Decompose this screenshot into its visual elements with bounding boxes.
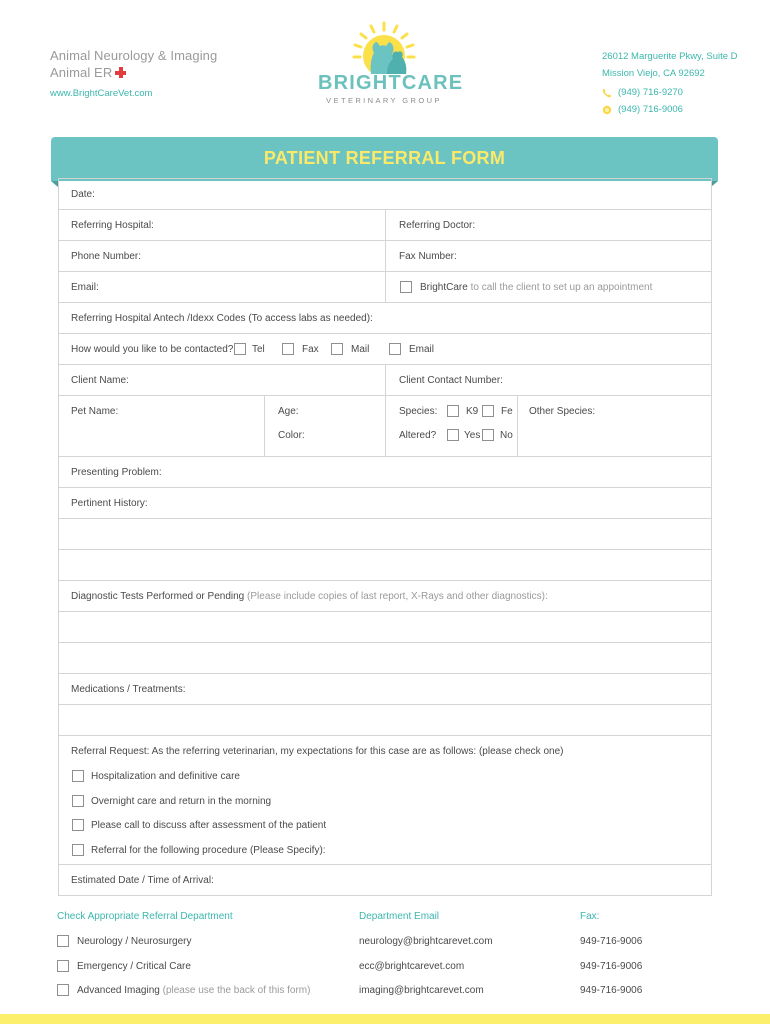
- medications-row: [59, 673, 711, 704]
- referral-option-1-label: Hospitalization and definitive care: [91, 771, 240, 782]
- color-label: Color:: [278, 430, 305, 441]
- fax-number-cell: [385, 241, 711, 271]
- species-fe-label: Fe: [501, 406, 513, 417]
- client-contact-cell: [385, 365, 711, 395]
- dept-imaging-checkbox[interactable]: [57, 984, 69, 996]
- clinic-line-er-text: Animal ER: [50, 65, 113, 80]
- other-species-label: Other Species:: [529, 406, 596, 417]
- diagnostic-label-note: (Please include copies of last report, X-Rays and other diagnostics):: [247, 591, 548, 602]
- arrival-label: Estimated Date / Time of Arrival:: [71, 875, 214, 886]
- referring-row: [59, 209, 711, 240]
- dept-emergency-fax: 949-716-9006: [580, 961, 643, 972]
- arrival-row: [59, 864, 711, 895]
- altered-no-label: No: [500, 430, 513, 441]
- department-header: Check Appropriate Referral Department: [57, 911, 233, 922]
- brightcare-call-checkbox[interactable]: [400, 281, 412, 293]
- website-link[interactable]: www.BrightCareVet.com: [50, 88, 153, 99]
- clinic-line-er: [50, 64, 217, 81]
- altered-yes-checkbox[interactable]: [447, 429, 459, 441]
- fax-number-label: Fax Number:: [399, 251, 457, 262]
- contact-method-row: [59, 333, 711, 364]
- phone-number-label: Phone Number:: [71, 251, 142, 262]
- brightcare-call-rest: to call the client to set up an appointment: [470, 282, 653, 293]
- sun-pets-icon: [349, 20, 419, 74]
- dept-imaging-note: (please use the back of this form): [162, 985, 311, 996]
- referring-hospital-label: Referring Hospital:: [71, 220, 154, 231]
- phone-number[interactable]: (949) 716-9270: [618, 87, 683, 98]
- bottom-accent-bar: [0, 1014, 770, 1024]
- referral-option-1-checkbox[interactable]: [72, 770, 84, 782]
- date-label: Date:: [71, 189, 95, 200]
- diagnostic-line-2[interactable]: [59, 642, 711, 673]
- form-title: PATIENT REFERRAL FORM: [263, 148, 506, 168]
- referral-request-row: [59, 735, 711, 864]
- address-line-2: Mission Viejo, CA 92692: [602, 68, 705, 79]
- referral-option-4-checkbox[interactable]: [72, 844, 84, 856]
- dept-imaging-fax: 949-716-9006: [580, 985, 643, 996]
- diagnostic-line-1[interactable]: [59, 611, 711, 642]
- referring-doctor-cell: [385, 210, 711, 240]
- diagnostic-label-bold: Diagnostic Tests Performed or Pending: [71, 591, 245, 602]
- brightcare-logo: [318, 20, 464, 105]
- contact-email-checkbox[interactable]: [389, 343, 401, 355]
- fax-number[interactable]: (949) 716-9006: [618, 104, 683, 115]
- date-row: [59, 178, 711, 209]
- referral-form: [58, 178, 712, 896]
- phone-row: [602, 84, 738, 101]
- department-fax-header: Fax:: [580, 911, 600, 922]
- dept-neurology-name: Neurology / Neurosurgery: [77, 936, 192, 947]
- address-line-1: 26012 Marguerite Pkwy, Suite D: [602, 51, 738, 62]
- dept-emergency-name: Emergency / Critical Care: [77, 961, 191, 972]
- species-cell: [385, 396, 517, 456]
- pet-row: [59, 395, 711, 456]
- contact-mail-label: Mail: [351, 344, 370, 355]
- species-k9-checkbox[interactable]: [447, 405, 459, 417]
- dept-neurology-email[interactable]: neurology@brightcarevet.com: [359, 936, 493, 947]
- presenting-problem-label: Presenting Problem:: [71, 467, 162, 478]
- fax-icon: [602, 105, 612, 115]
- referring-doctor-label: Referring Doctor:: [399, 220, 476, 231]
- pertinent-history-line-2[interactable]: [59, 549, 711, 580]
- age-color-cell: [264, 396, 385, 456]
- antech-label: Referring Hospital Antech /Idexx Codes (To access labs as needed):: [71, 313, 373, 324]
- age-label: Age:: [278, 406, 299, 417]
- referral-option-4-label: Referral for the following procedure (Please Specify):: [91, 845, 326, 856]
- clinic-line-neurology: Animal Neurology & Imaging: [50, 48, 218, 63]
- dept-imaging-name: Advanced Imaging: [77, 985, 160, 996]
- dept-imaging-name-wrap: [77, 985, 310, 996]
- dept-emergency-checkbox[interactable]: [57, 960, 69, 972]
- medications-label: Medications / Treatments:: [71, 684, 186, 695]
- client-contact-label: Client Contact Number:: [399, 375, 503, 386]
- red-cross-icon: [115, 67, 126, 78]
- contact-mail-checkbox[interactable]: [331, 343, 343, 355]
- clinic-info: [50, 47, 217, 99]
- species-fe-checkbox[interactable]: [482, 405, 494, 417]
- contact-fax-checkbox[interactable]: [282, 343, 294, 355]
- referral-option-3-label: Please call to discuss after assessment of the patient: [91, 820, 327, 831]
- diagnostic-row: [59, 580, 711, 611]
- department-email-header: Department Email: [359, 911, 440, 922]
- altered-no-checkbox[interactable]: [482, 429, 494, 441]
- brand-name: BRIGHTCARE: [318, 72, 464, 94]
- antech-row: [59, 302, 711, 333]
- email-row: [59, 271, 711, 302]
- brightcare-call-bold: BrightCare: [420, 282, 468, 293]
- presenting-problem-row: [59, 456, 711, 487]
- form-title-banner: [51, 137, 718, 181]
- banner-fold-left: [51, 181, 58, 187]
- brightcare-call-cell: [385, 272, 711, 302]
- contact-email-label: Email: [409, 344, 435, 355]
- phone-icon: [602, 88, 612, 98]
- pertinent-history-row: [59, 487, 711, 518]
- dept-neurology-checkbox[interactable]: [57, 935, 69, 947]
- contact-tel-label: Tel: [252, 344, 265, 355]
- referral-option-2-checkbox[interactable]: [72, 795, 84, 807]
- contact-fax-label: Fax: [302, 344, 319, 355]
- referral-request-label: Referral Request: As the referring veterinarian, my expectations for this case are as follows: (please check one): [71, 746, 564, 757]
- species-k9-label: K9: [466, 406, 479, 417]
- fax-row: [602, 101, 738, 118]
- pet-name-label: Pet Name:: [71, 406, 119, 417]
- pertinent-history-label: Pertinent History:: [71, 498, 148, 509]
- phone-fax-row: [59, 240, 711, 271]
- species-label: Species:: [399, 406, 438, 417]
- brightcare-call-label: [420, 282, 652, 293]
- referral-option-3-checkbox[interactable]: [72, 819, 84, 831]
- contact-question: How would you like to be contacted?: [71, 344, 234, 355]
- contact-tel-checkbox[interactable]: [234, 343, 246, 355]
- other-species-cell: [517, 396, 711, 456]
- client-row: [59, 364, 711, 395]
- brand-subtitle: VETERINARY GROUP: [326, 96, 442, 105]
- dept-imaging-email[interactable]: imaging@brightcarevet.com: [359, 985, 484, 996]
- pertinent-history-line-1[interactable]: [59, 518, 711, 549]
- diagnostic-label: [71, 591, 548, 602]
- contact-info: [602, 48, 738, 118]
- dept-emergency-email[interactable]: ecc@brightcarevet.com: [359, 961, 465, 972]
- referral-option-2-label: Overnight care and return in the morning: [91, 796, 272, 807]
- banner-fold-right: [711, 181, 718, 187]
- dept-neurology-fax: 949-716-9006: [580, 936, 643, 947]
- medications-line-1[interactable]: [59, 704, 711, 735]
- altered-yes-label: Yes: [464, 430, 481, 441]
- client-name-label: Client Name:: [71, 375, 129, 386]
- altered-label: Altered?: [399, 430, 437, 441]
- email-label: Email:: [71, 282, 99, 293]
